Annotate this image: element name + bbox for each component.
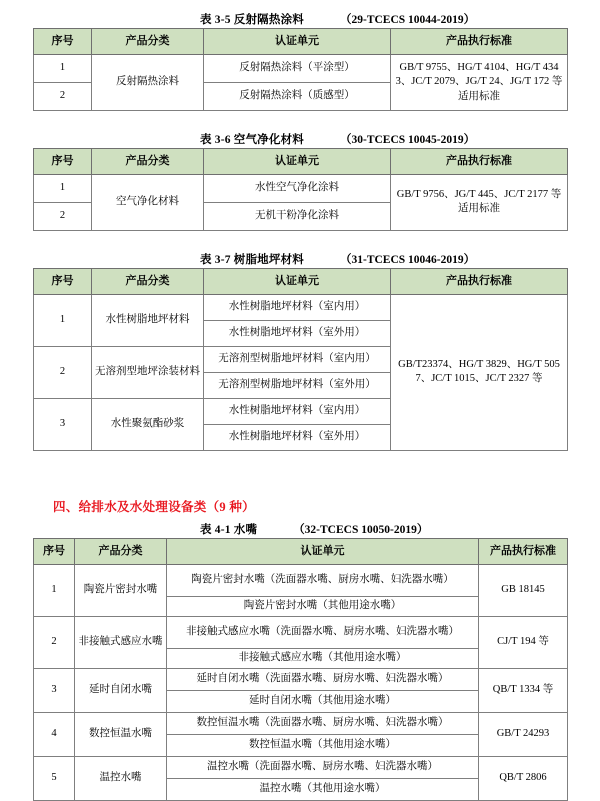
cell-standard: GB/T 9755、HG/T 4104、HG/T 4343、JC/T 2079、JG/T 24、JG/T 172 等适用标准 [391, 54, 568, 110]
table-caption-3-6 [0, 133, 600, 148]
cell-no: 2 [34, 616, 75, 668]
cell-cert-unit: 水性空气净化涂料 [204, 174, 391, 202]
cell-category: 延时自闭水嘴 [75, 668, 167, 712]
section-heading-water: 四、给排水及水处理设备类（9 种） [53, 499, 255, 514]
column-header-category: 产品分类 [92, 268, 204, 294]
cell-cert-unit: 水性树脂地坪材料（室内用） [204, 398, 391, 424]
caption-code: （31-TCECS 10046-2019） [339, 253, 476, 266]
cell-no: 2 [34, 346, 92, 398]
table-row [34, 668, 568, 690]
cell-cert-unit: 无机干粉净化涂料 [204, 202, 391, 230]
column-header-standard: 产品执行标准 [391, 28, 568, 54]
column-header-cert-unit: 认证单元 [204, 148, 391, 174]
cell-no: 1 [34, 54, 92, 82]
cell-standard: GB/T 9756、JG/T 445、JC/T 2177 等适用标准 [391, 174, 568, 230]
table-3-5 [33, 28, 568, 111]
cell-category: 水性树脂地坪材料 [92, 294, 204, 346]
caption-title: 表 4-1 水嘴 [200, 523, 258, 536]
cell-cert-unit: 温控水嘴（其他用途水嘴） [167, 778, 479, 800]
table-caption-3-5 [0, 13, 600, 28]
table-caption-3-7 [0, 253, 600, 268]
table-header-row [34, 148, 568, 174]
cell-category: 数控恒温水嘴 [75, 712, 167, 756]
cell-cert-unit: 延时自闭水嘴（洗面器水嘴、厨房水嘴、妇洗器水嘴） [167, 668, 479, 690]
table-row [34, 174, 568, 202]
caption-code: （29-TCECS 10044-2019） [339, 14, 476, 26]
cell-category: 温控水嘴 [75, 756, 167, 800]
caption-title: 表 3-7 树脂地坪材料 [200, 253, 304, 266]
column-header-no: 序号 [34, 538, 75, 564]
cell-cert-unit: 水性树脂地坪材料（室外用） [204, 424, 391, 450]
spacer-4-1 [0, 515, 600, 523]
table-row [34, 616, 568, 648]
spacer-3-6 [0, 111, 600, 133]
cell-no: 2 [34, 82, 92, 110]
column-header-standard: 产品执行标准 [479, 538, 568, 564]
table-row [34, 294, 568, 320]
column-header-cert-unit: 认证单元 [167, 538, 479, 564]
table-caption-4-1 [0, 523, 600, 538]
cell-cert-unit: 陶瓷片密封水嘴（洗面器水嘴、厨房水嘴、妇洗器水嘴） [167, 564, 479, 596]
cell-cert-unit: 水性树脂地坪材料（室外用） [204, 320, 391, 346]
cell-standard: QB/T 1334 等 [479, 668, 568, 712]
spacer-section [0, 451, 600, 497]
column-header-standard: 产品执行标准 [391, 148, 568, 174]
cell-cert-unit: 陶瓷片密封水嘴（其他用途水嘴） [167, 596, 479, 616]
column-header-no: 序号 [34, 148, 92, 174]
cell-cert-unit: 延时自闭水嘴（其他用途水嘴） [167, 690, 479, 712]
cell-cert-unit: 非接触式感应水嘴（其他用途水嘴） [167, 648, 479, 668]
cell-no: 4 [34, 712, 75, 756]
spacer-top [0, 0, 600, 13]
cell-no: 3 [34, 398, 92, 450]
table-header-row [34, 268, 568, 294]
cell-cert-unit: 无溶剂型树脂地坪材料（室内用） [204, 346, 391, 372]
column-header-standard: 产品执行标准 [391, 268, 568, 294]
cell-cert-unit: 反射隔热涂料（平涂型） [204, 54, 391, 82]
cell-standard: GB/T 24293 [479, 712, 568, 756]
column-header-category: 产品分类 [92, 28, 204, 54]
cell-category: 陶瓷片密封水嘴 [75, 564, 167, 616]
table-3-7 [33, 268, 568, 451]
cell-category: 反射隔热涂料 [92, 54, 204, 110]
cell-category: 水性聚氨酯砂浆 [92, 398, 204, 450]
cell-no: 1 [34, 564, 75, 616]
table-header-row [34, 28, 568, 54]
cell-no: 1 [34, 294, 92, 346]
cell-cert-unit: 水性树脂地坪材料（室内用） [204, 294, 391, 320]
cell-category: 无溶剂型地坪涂装材料 [92, 346, 204, 398]
column-header-cert-unit: 认证单元 [204, 28, 391, 54]
cell-cert-unit: 温控水嘴（洗面器水嘴、厨房水嘴、妇洗器水嘴） [167, 756, 479, 778]
caption-code: （30-TCECS 10045-2019） [339, 133, 476, 146]
column-header-category: 产品分类 [75, 538, 167, 564]
cell-standard: CJ/T 194 等 [479, 616, 568, 668]
column-header-no: 序号 [34, 268, 92, 294]
cell-category: 非接触式感应水嘴 [75, 616, 167, 668]
cell-no: 2 [34, 202, 92, 230]
spacer-3-7 [0, 231, 600, 253]
column-header-category: 产品分类 [92, 148, 204, 174]
cell-cert-unit: 无溶剂型树脂地坪材料（室外用） [204, 372, 391, 398]
table-row [34, 756, 568, 778]
column-header-cert-unit: 认证单元 [204, 268, 391, 294]
caption-title: 表 3-6 空气净化材料 [200, 133, 304, 146]
table-4-1 [33, 538, 568, 801]
cell-no: 5 [34, 756, 75, 800]
table-header-row [34, 538, 568, 564]
table-row [34, 564, 568, 596]
cell-cert-unit: 数控恒温水嘴（洗面器水嘴、厨房水嘴、妇洗器水嘴） [167, 712, 479, 734]
cell-cert-unit: 数控恒温水嘴（其他用途水嘴） [167, 734, 479, 756]
cell-standard: GB/T23374、HG/T 3829、HG/T 5057、JC/T 1015、JC/T 2327 等 [391, 294, 568, 450]
column-header-no: 序号 [34, 28, 92, 54]
table-row [34, 712, 568, 734]
table-row [34, 54, 568, 82]
cell-cert-unit: 反射隔热涂料（质感型） [204, 82, 391, 110]
cell-cert-unit: 非接触式感应水嘴（洗面器水嘴、厨房水嘴、妇洗器水嘴） [167, 616, 479, 648]
caption-title: 表 3-5 反射隔热涂料 [200, 14, 304, 26]
cell-standard: QB/T 2806 [479, 756, 568, 800]
caption-code: （32-TCECS 10050-2019） [293, 523, 429, 536]
cell-standard: GB 18145 [479, 564, 568, 616]
table-3-6 [33, 148, 568, 231]
cell-no: 3 [34, 668, 75, 712]
cell-no: 1 [34, 174, 92, 202]
cell-category: 空气净化材料 [92, 174, 204, 230]
